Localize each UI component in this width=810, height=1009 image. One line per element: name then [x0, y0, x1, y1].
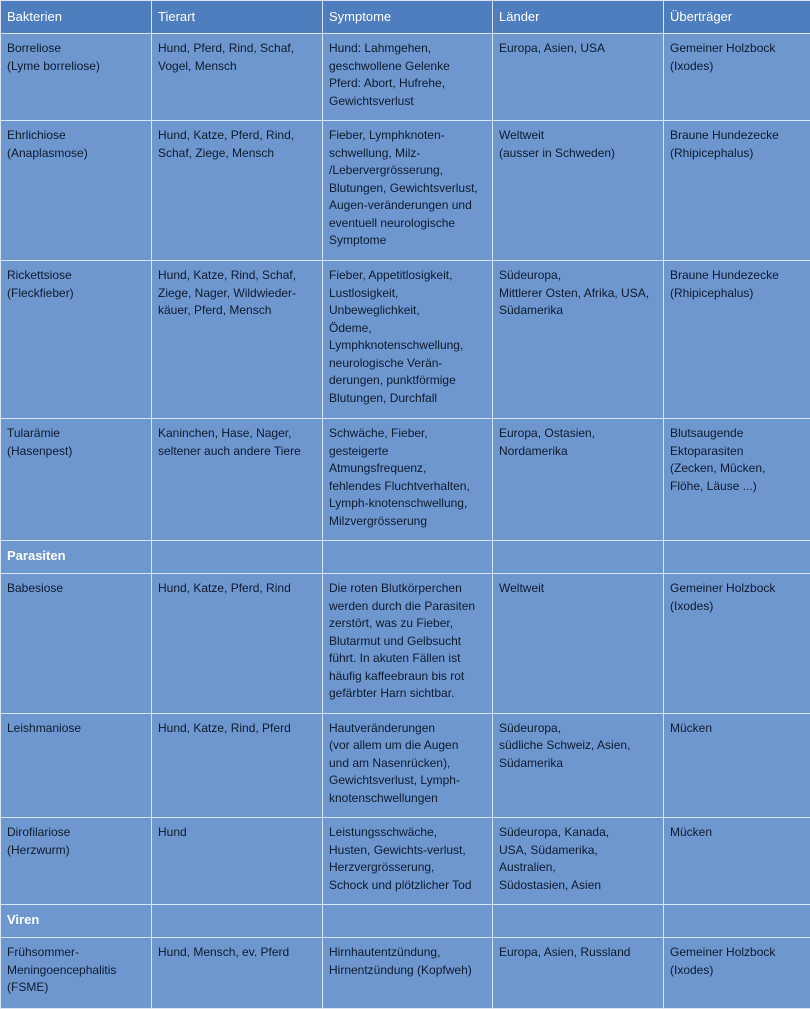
section-empty-cell: [664, 905, 810, 938]
countries-cell: Südeuropa, südliche Schweiz, Asien, Südamerika: [493, 713, 664, 818]
section-row: [1, 541, 810, 574]
section-empty-cell: [493, 541, 664, 574]
header-tierart: Tierart: [152, 1, 323, 34]
disease-cell: Tularämie (Hasenpest): [1, 419, 152, 541]
table-row: [1, 574, 810, 714]
animal-cell: Hund, Katze, Pferd, Rind, Schaf, Ziege, Mensch: [152, 121, 323, 261]
table-row: [1, 938, 810, 1009]
table-row: [1, 713, 810, 818]
vector-cell: Gemeiner Holzbock (Ixodes): [664, 574, 810, 714]
table-row: [1, 818, 810, 905]
vector-cell: Mücken: [664, 713, 810, 818]
symptoms-cell: Schwäche, Fieber, gesteigerte Atmungsfrequenz, fehlendes Fluchtverhalten, Lymph-knotenschwellung, Milzvergrösserung: [323, 419, 493, 541]
table-row: [1, 419, 810, 541]
symptoms-cell: Fieber, Appetitlosigkeit, Lustlosigkeit, Unbeweglichkeit, Ödeme, Lymphknotenschwellung, neurologische Verän- derungen, punktförmige Blutungen, Durchfall: [323, 261, 493, 419]
section-empty-cell: [152, 905, 323, 938]
vector-cell: Mücken: [664, 818, 810, 905]
header-row: [1, 1, 810, 34]
disease-cell: Babesiose: [1, 574, 152, 714]
countries-cell: Weltweit (ausser in Schweden): [493, 121, 664, 261]
animal-cell: Hund, Katze, Pferd, Rind: [152, 574, 323, 714]
disease-cell: Ehrlichiose (Anaplasmose): [1, 121, 152, 261]
section-label: Viren: [1, 905, 152, 938]
vector-cell: Gemeiner Holzbock (Ixodes): [664, 938, 810, 1009]
section-empty-cell: [323, 905, 493, 938]
countries-cell: Südeuropa, Kanada, USA, Südamerika, Australien, Südostasien, Asien: [493, 818, 664, 905]
animal-cell: Hund, Katze, Rind, Schaf, Ziege, Nager, Wildwieder- käuer, Pferd, Mensch: [152, 261, 323, 419]
table-body: [1, 34, 810, 1009]
countries-cell: Europa, Ostasien, Nordamerika: [493, 419, 664, 541]
section-empty-cell: [493, 905, 664, 938]
table-row: [1, 34, 810, 121]
disease-cell: Dirofilariose (Herzwurm): [1, 818, 152, 905]
vector-cell: Blutsaugende Ektoparasiten (Zecken, Mücken, Flöhe, Läuse ...): [664, 419, 810, 541]
countries-cell: Europa, Asien, Russland: [493, 938, 664, 1009]
animal-cell: Hund, Pferd, Rind, Schaf, Vogel, Mensch: [152, 34, 323, 121]
vector-cell: Braune Hundezecke (Rhipicephalus): [664, 261, 810, 419]
vector-cell: Braune Hundezecke (Rhipicephalus): [664, 121, 810, 261]
header-laender: Länder: [493, 1, 664, 34]
header-symptome: Symptome: [323, 1, 493, 34]
symptoms-cell: Fieber, Lymphknoten- schwellung, Milz- /Lebervergrösserung, Blutungen, Gewichtsverlust, Augen-veränderungen und eventuell neurologische Symptome: [323, 121, 493, 261]
countries-cell: Europa, Asien, USA: [493, 34, 664, 121]
table-row: [1, 121, 810, 261]
section-label: Parasiten: [1, 541, 152, 574]
table-row: [1, 261, 810, 419]
header-bakterien: Bakterien: [1, 1, 152, 34]
countries-cell: Weltweit: [493, 574, 664, 714]
section-empty-cell: [323, 541, 493, 574]
vector-cell: Gemeiner Holzbock (Ixodes): [664, 34, 810, 121]
section-row: [1, 905, 810, 938]
animal-cell: Hund, Mensch, ev. Pferd: [152, 938, 323, 1009]
symptoms-cell: Hirnhautentzündung, Hirnentzündung (Kopfweh): [323, 938, 493, 1009]
disease-cell: Rickettsiose (Fleckfieber): [1, 261, 152, 419]
header-uebertraeger: Überträger: [664, 1, 810, 34]
section-empty-cell: [152, 541, 323, 574]
symptoms-cell: Hautveränderungen (vor allem um die Augen und am Nasenrücken), Gewichtsverlust, Lymph- knotenschwellungen: [323, 713, 493, 818]
symptoms-cell: Die roten Blutkörperchen werden durch die Parasiten zerstört, was zu Fieber, Blutarmut und Gelbsucht führt. In akuten Fällen ist häufig kaffeebraun bis rot gefärbter Harn sichtbar.: [323, 574, 493, 714]
symptoms-cell: Leistungsschwäche, Husten, Gewichts-verlust, Herzvergrösserung, Schock und plötzlicher Tod: [323, 818, 493, 905]
animal-cell: Kaninchen, Hase, Nager, seltener auch andere Tiere: [152, 419, 323, 541]
section-empty-cell: [664, 541, 810, 574]
disease-cell: Leishmaniose: [1, 713, 152, 818]
symptoms-cell: Hund: Lahmgehen, geschwollene Gelenke Pferd: Abort, Hufrehe, Gewichtsverlust: [323, 34, 493, 121]
disease-cell: Borreliose (Lyme borreliose): [1, 34, 152, 121]
countries-cell: Südeuropa, Mittlerer Osten, Afrika, USA, Südamerika: [493, 261, 664, 419]
animal-cell: Hund: [152, 818, 323, 905]
animal-cell: Hund, Katze, Rind, Pferd: [152, 713, 323, 818]
disease-cell: Frühsommer- Meningoencephalitis (FSME): [1, 938, 152, 1009]
